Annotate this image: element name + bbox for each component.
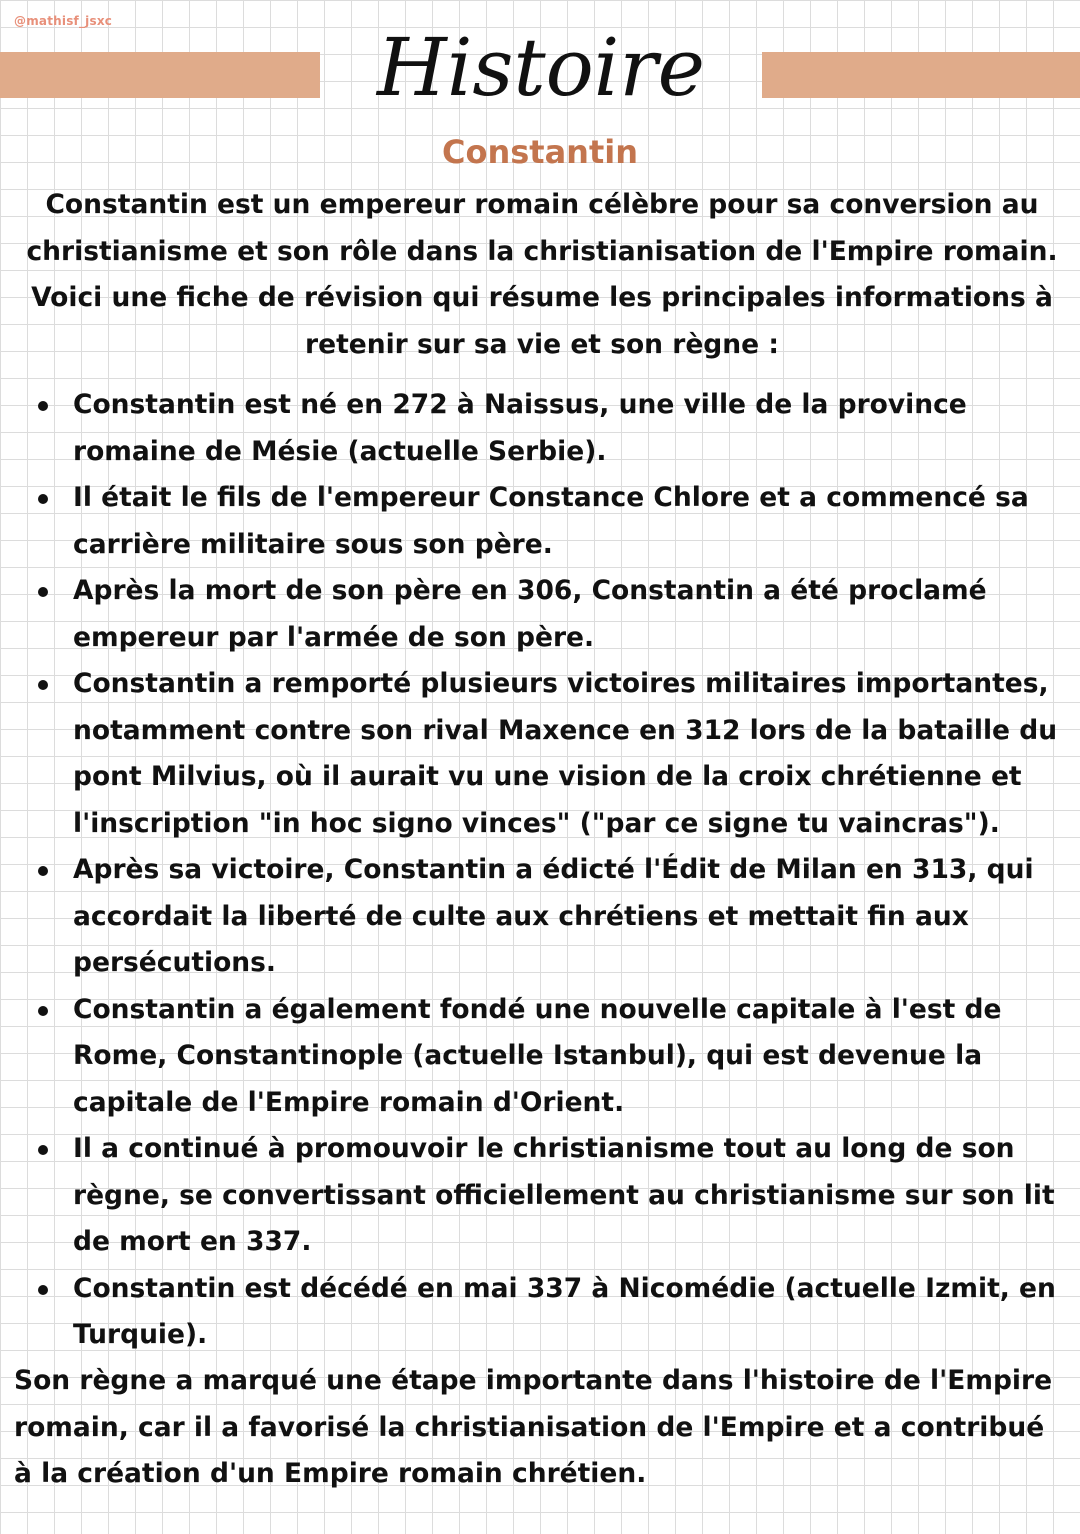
bullet-icon <box>38 866 48 876</box>
list-item-text: Après la mort de son père en 306, Constantin a été proclamé empereur par l'armée de son père. <box>73 575 987 653</box>
bullet-icon <box>38 494 48 504</box>
section-subtitle: Constantin <box>441 133 638 171</box>
page-title: Histoire <box>377 21 705 114</box>
list-item <box>0 475 1080 568</box>
list-item-text: Après sa victoire, Constantin a édicté l'Édit de Milan en 313, qui accordait la liberté de culte aux chrétiens et mettait fin aux persécutions. <box>73 854 1034 978</box>
bullet-icon <box>38 401 48 411</box>
list-item <box>0 661 1080 847</box>
bullet-icon <box>38 1145 48 1155</box>
list-item-text: Il a continué à promouvoir le christianisme tout au long de son règne, se convertissant officiellement au christianisme sur son lit de mort en 337. <box>73 1133 1055 1257</box>
list-item-text: Constantin est décédé en mai 337 à Nicomédie (actuelle Izmit, en Turquie). <box>73 1272 1056 1350</box>
list-item <box>0 987 1080 1127</box>
list-item-text: Constantin a également fondé une nouvelle capitale à l'est de Rome, Constantinople (actuelle Istanbul), qui est devenue la capitale de l'Empire romain d'Orient. <box>73 993 1002 1118</box>
list-item <box>0 1266 1080 1359</box>
title-band-left <box>0 52 320 98</box>
list-item-text: Constantin a remporté plusieurs victoires militaires importantes, notamment contre son rival Maxence en 312 lors de la bataille du pont Milvius, où il aurait vu une vision de la croix chrétienne et l'inscription "in hoc signo vinces" ("par ce signe tu vaincras"). <box>73 668 1058 839</box>
list-item <box>0 847 1080 987</box>
title-band-right <box>762 52 1080 98</box>
bullet-icon <box>38 680 48 690</box>
list-item <box>0 382 1080 475</box>
intro-paragraph: Constantin est un empereur romain célèbre pour sa conversion au christianisme et son rôle dans la christianisation de l'Empire romain. Voici une fiche de révision qui résume les principales informations à retenir sur sa vie et son règne : <box>26 189 1058 360</box>
list-item <box>0 1126 1080 1266</box>
list-item-text: Constantin est né en 272 à Naissus, une ville de la province romaine de Mésie (actuelle Serbie). <box>73 389 967 467</box>
author-handle: @mathisf_jsxc <box>14 14 113 28</box>
list-item-text: Il était le fils de l'empereur Constance Chlore et a commencé sa carrière militaire sous son père. <box>73 482 1029 560</box>
bullet-icon <box>38 587 48 597</box>
bullet-icon <box>38 1285 48 1295</box>
conclusion-paragraph: Son règne a marqué une étape importante dans l'histoire de l'Empire romain, car il a favorisé la christianisation de l'Empire et a contribué à la création d'un Empire romain chrétien. <box>14 1365 1053 1489</box>
fact-list <box>0 382 1080 1359</box>
list-item <box>0 568 1080 661</box>
bullet-icon <box>38 1006 48 1016</box>
